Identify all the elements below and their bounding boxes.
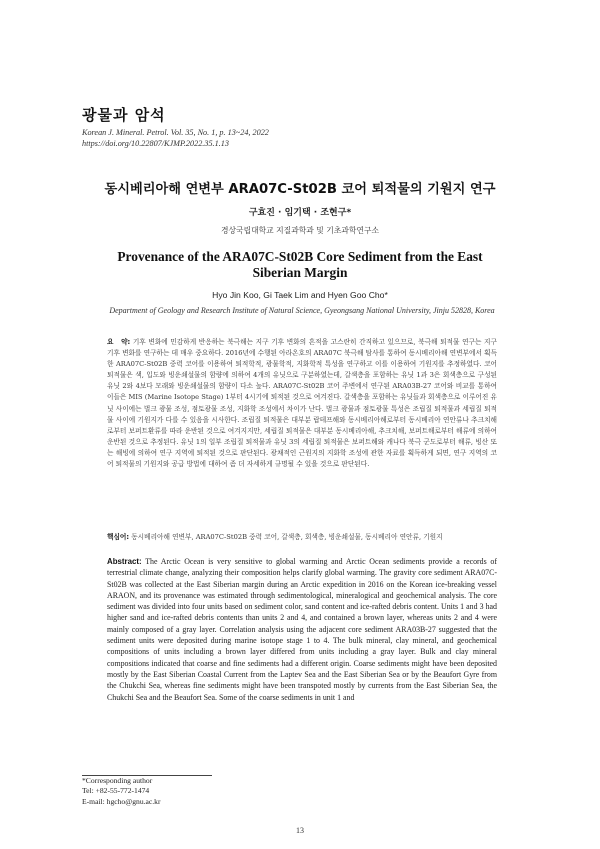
keywords-korean-text: 동시베리아해 연변부, ARA07C-St02B 중력 코어, 갈색층, 회색층, 빙운쇄설물, 동시베리아 연안류, 기원지 xyxy=(131,533,443,541)
abstract-korean-text: 기후 변화에 민감하게 반응하는 북극해는 지구 기후 변화의 흔적을 고스란히 간직하고 있으므로, 북극해 퇴적물 연구는 지구 기후 변화를 연구하는 데 매우 중요하다. 2016년에 수행된 아라온호의 ARA07C 북극해 탐사를 통하여 동시베리아해 연변부에서 획득한 ARA07C-St02B 중력 코어를 이용하여 퇴적학적, 광물학적, 지화학적 특성을 연구하고 이를 이용하여 기원지를 추정하였다. 코어 퇴적물은 색, 입도와 빙운쇄설물의 함량에 의하여 4개의 유닛으로 구분하였는데, 갈색층을 포함하는 유닛 1과 3은 회색층으로 구성된 유닛 2와 4보다 모래와 빙운쇄설물의 함량이 다소 높다. ARA07C-St02B 코어 주변에서 연구된 ARA03B-27 코어와 비교를 통하여 이들은 MIS (Marine Isotope Stage) 1부터 4시기에 퇴적된 것으로 여겨진다. 갈색층을 포함하는 유닛들과 회색층으로 이루어진 유닛 사이에는 벌크 광물 조성, 점토광물 조성, 지화학 조성에서 차이가 난다. 벌크 광물과 점토광물 특성은 조립질 퇴적물과 세립질 퇴적물 사이에 기원지가 다를 수 있음을 시사한다. 조립질 퇴적물은 대부분 랍테프해와 동시베리아해로부터 동시베리아 연안류나 추크치해로부터 보퍼트환류를 따라 운반된 것으로 여겨지지만, 세립질 퇴적물은 대부분 동시베리아해, 추크치해, 보퍼트해로부터 해류에 의하여 운반된 것으로 추정된다. 유닛 1의 일부 조립질 퇴적물과 유닛 3의 세립질 퇴적물은 보퍼트해와 캐나다 북극 군도로부터 해류, 빙산 또는 해빙에 의하여 연구 지역에 퇴적된 것으로 판단된다. 광채적인 근원지의 지화학 조성에 관한 자료를 획득하게 되면, 연구 지역의 코어 퇴적물의 기원지와 공급 방법에 대하여 좀 더 자세하게 규명될 수 있을 것으로 판단된다. xyxy=(107,338,497,469)
citation-line: Korean J. Mineral. Petrol. Vol. 35, No. 1, p. 13~24, 2022 xyxy=(82,128,269,137)
footnotes xyxy=(82,776,160,807)
title-korean: 동시베리아해 연변부 ARA07C-St02B 코어 퇴적물의 기원지 연구 xyxy=(104,182,496,197)
keywords-korean-label: 핵심어: xyxy=(107,533,130,541)
corresponding-author: *Corresponding author xyxy=(82,776,153,785)
author-email[interactable]: E-mail: hgcho@gnu.ac.kr xyxy=(82,796,161,806)
authors-korean: 구효진 · 임기택 · 조현구* xyxy=(248,208,352,218)
affiliation-english: Department of Geology and Research Institute of Natural Science, Gyeongsang National University, Jinju 52828, Korea xyxy=(109,306,495,315)
title-english: Provenance of the ARA07C-St02B Core Sediment from the East Siberian Margin xyxy=(117,249,483,280)
abstract-english-text: The Arctic Ocean is very sensitive to global warming and Arctic Ocean sediments provide a records of terrestrial climate change, analyzing their composition helps clarify global warming. The gravity core sediment ARA07C-St02B was collected at the East Siberian margin during an Arctic expedition in 2016 on the Korean ice-breaking vessel ARAON, and its provenance was estimated through sedimentological, mineralogical and geochemical analysis. The core sediment was divided into four units based on sediment color, sand content and ice-rafted debris content. Units 1 and 3 had higher sand and ice-rafted debris contents than units 2 and 4, and contained a brown layer, whereas units 2 and 4 were mainly composed of a gray layer. Correlation analysis using the adjacent core sediment ARA03B-27 suggested that the sediment units were deposited during marine isotope stage 1 to 4. The bulk mineral, clay mineral, and geochemical compositions of units including a brown layer differed from units including a gray layer. Bulk and clay mineral compositions indicated that coarse and fine sediments had a different origin. Coarse sediments might have been deposited mostly by the East Siberian Coastal Current from the Laptev Sea and the East Siberian Sea or by the Beaufort Gyre from the Chukchi Sea, whereas fine sediments might have been transpoted mostly by currents from the East Siberian Sea, the Chukchi Sea and the Beaufort Sea. Some of the coarse sediments in unit 1 and xyxy=(107,557,497,702)
abstract-english-label: Abstract: xyxy=(107,557,142,566)
affiliation-korean: 경상국립대학교 지질과학과 및 기초과학연구소 xyxy=(220,226,380,235)
abstract-korean xyxy=(107,337,497,470)
abstract-english xyxy=(107,556,497,703)
abstract-korean-label: 요 약: xyxy=(107,338,131,346)
authors-english: Hyo Jin Koo, Gi Taek Lim and Hyen Goo Cho* xyxy=(212,290,388,300)
journal-name: 광물과 암석 xyxy=(82,106,166,124)
doi-link[interactable]: https://doi.org/10.22807/KJMP.2022.35.1.13 xyxy=(82,138,229,148)
page-number: 13 xyxy=(296,826,304,835)
author-tel: Tel: +82-55-772-1474 xyxy=(82,786,150,796)
citation-block xyxy=(82,128,269,149)
keywords-korean xyxy=(107,532,497,542)
